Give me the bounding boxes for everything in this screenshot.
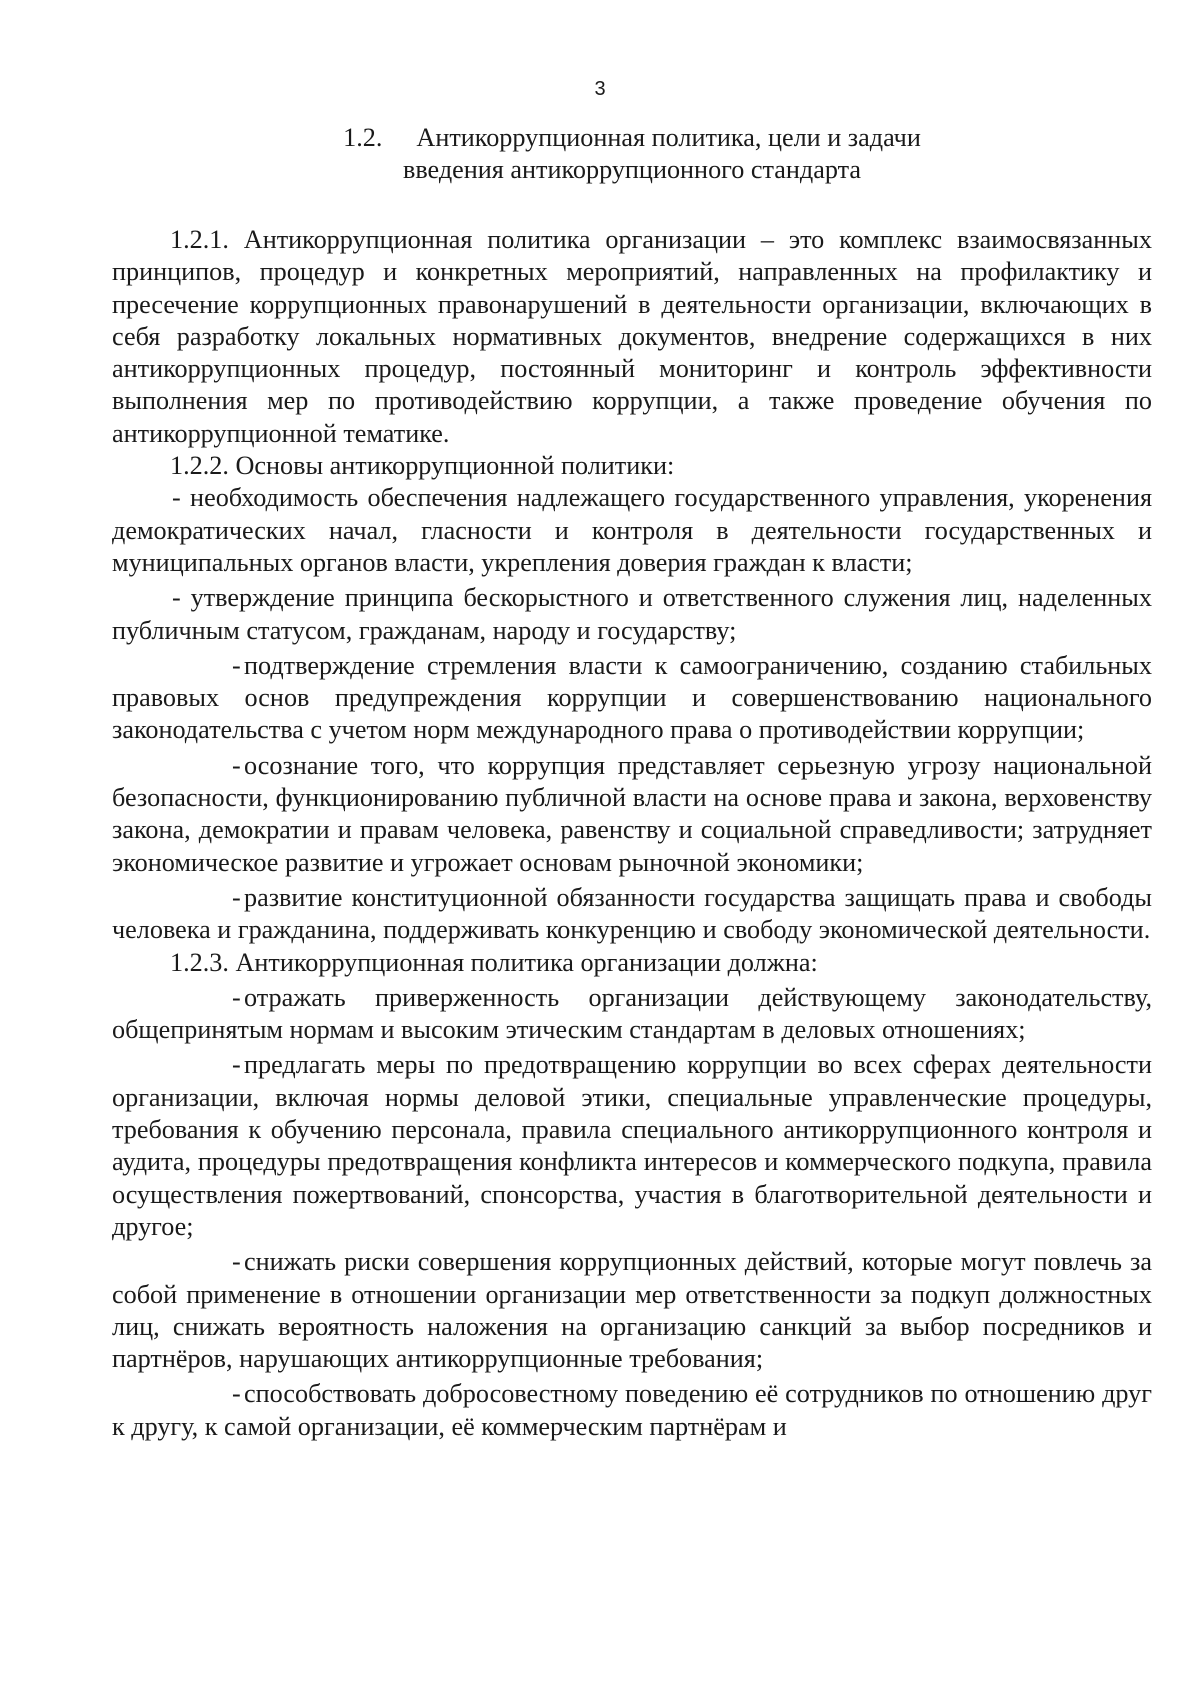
list-item-text: отражать приверженность организации действующему законодательству, общепринятым нормам и высоким этическим стандартам в деловых отношениях;: [112, 982, 1152, 1045]
list-item: [112, 1049, 1152, 1243]
paragraph-1-2-2: 1.2.2. Основы антикоррупционной политики:: [170, 451, 675, 481]
dash-marker: -: [232, 982, 241, 1012]
list-item: - утверждение принципа бескорыстного и ответственного служения лиц, наделенных публичным статусом, гражданам, народу и государству;: [112, 583, 1152, 645]
section-number: 1.2.: [343, 123, 383, 152]
list-item-text: осознание того, что коррупция представляет серьезную угрозу национальной безопасности, функционированию публичной власти на основе права и закона, верховенству закона, демократии и правам человека, равенству и социальной справедливости; затрудняет экономическое развитие и угрожает основам рыночной экономики;: [112, 750, 1152, 877]
list-item: [112, 750, 1152, 879]
paragraph-1-2-1: 1.2.1. Антикоррупционная политика организации – это комплекс взаимосвязанных принципов, процедур и конкретных мероприятий, направленных на профилактику и пресечение коррупционных правонарушений в деятельности организации, включающих в себя разработку локальных нормативных документов, внедрение содержащихся в них антикоррупционных процедур, постоянный мониторинг и контроль эффективности выполнения мер по противодействию коррупции, а также проведение обучения по антикоррупционной тематике.: [112, 225, 1152, 448]
list-item: [112, 650, 1152, 747]
document-page: [112, 78, 1152, 1443]
section-heading-line-2: введения антикоррупционного стандарта: [402, 155, 862, 184]
list-item-text: способствовать добросовестному поведению её сотрудников по отношению друг к другу, к самой организации, её коммерческим партнёрам и: [112, 1379, 1152, 1441]
list-item-text: предлагать меры по предотвращению коррупции во всех сферах деятельности организации, включая нормы деловой этики, специальные управленческие процедуры, требования к обучению персонала, правила специального антикоррупционного контроля и аудита, процедуры предотвращения конфликта интересов и коммерческого подкупа, правила осуществления пожертвований, спонсорства, участия в благотворительной деятельности и другое;: [112, 1050, 1152, 1241]
dash-marker: -: [232, 650, 241, 680]
dash-marker: -: [232, 1050, 241, 1080]
list-item: - необходимость обеспечения надлежащего государственного управления, укоренения демократических начал, гласности и контроля в деятельности государственных и муниципальных органов власти, укрепления доверия граждан к власти;: [112, 483, 1152, 577]
list-item: [112, 1246, 1152, 1375]
list-item: [112, 882, 1152, 947]
list-item-text: подтверждение стремления власти к самоограничению, созданию стабильных правовых основ предупреждения коррупции и совершенствованию национального законодательства с учетом норм международного права о противодействии коррупции;: [112, 650, 1152, 745]
paragraph-1-2-3: 1.2.3. Антикоррупционная политика организации должна:: [170, 947, 818, 977]
list-item-text: развитие конституционной обязанности государства защищать права и свободы человека и гражданина, поддерживать конкуренцию и свободу экономической деятельности.: [112, 882, 1152, 945]
section-title: Антикоррупционная политика, цели и задачи: [416, 123, 921, 152]
dash-marker: -: [232, 1247, 241, 1277]
page-number: 3: [594, 78, 606, 100]
dash-marker: -: [232, 1379, 241, 1409]
list-item: [112, 982, 1152, 1047]
dash-marker: -: [232, 882, 241, 912]
section-heading: [112, 122, 1152, 186]
dash-marker: -: [232, 750, 241, 780]
section-heading-line-1: [112, 122, 1152, 154]
list-item: [112, 1378, 1152, 1443]
list-item-text: снижать риски совершения коррупционных действий, которые могут повлечь за собой применение в отношении организации мер ответственности за подкуп должностных лиц, снижать вероятность наложения на организацию санкций за выбор посредников и партнёров, нарушающих антикоррупционные требования;: [112, 1247, 1152, 1374]
